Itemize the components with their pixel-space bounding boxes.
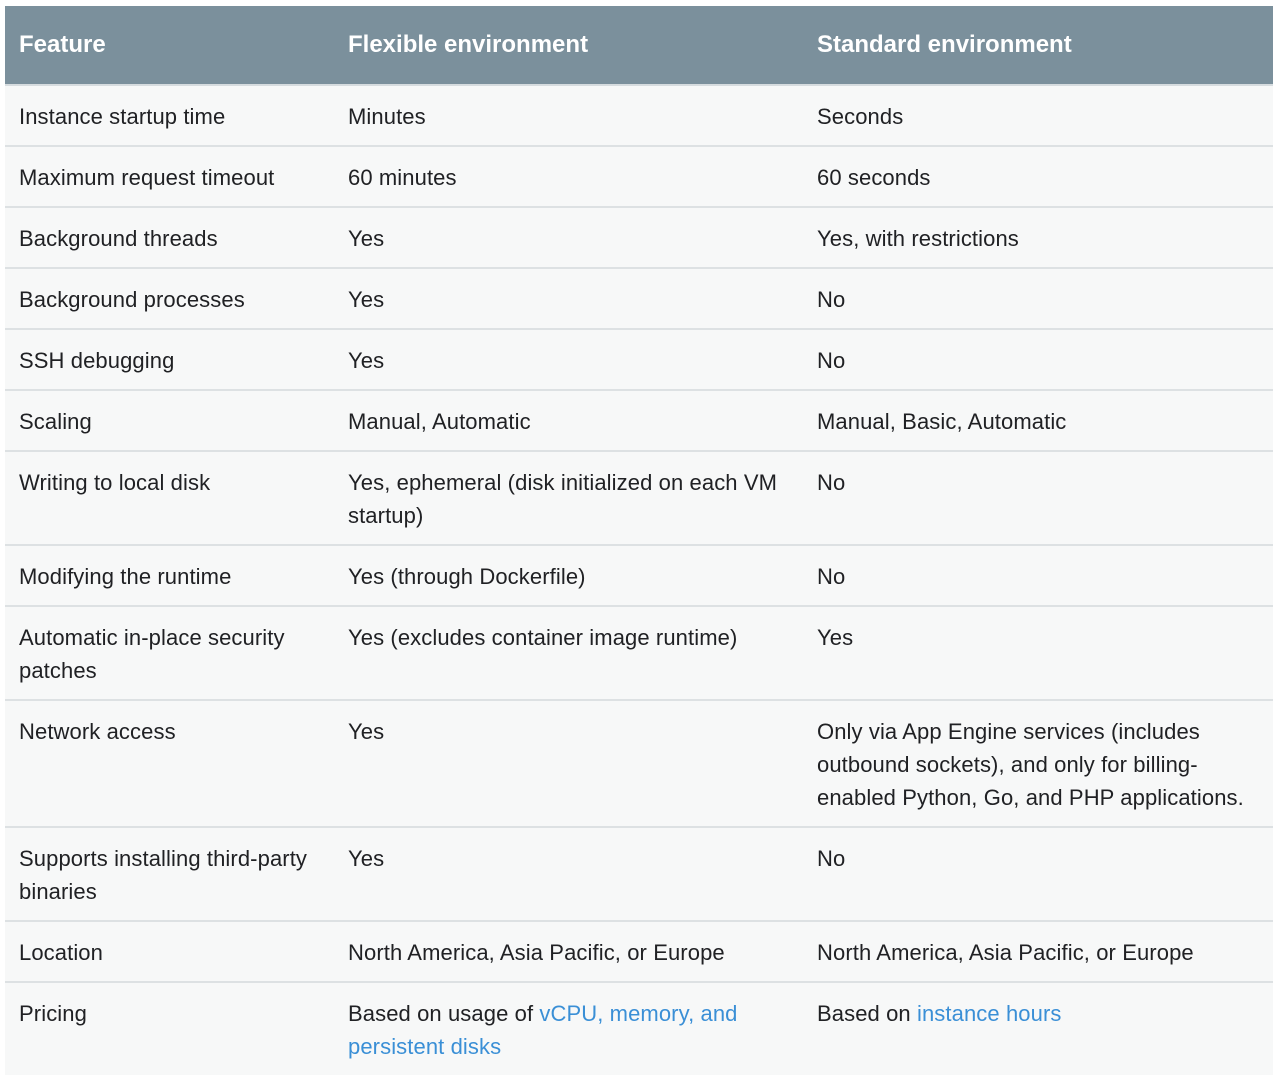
cell-flexible: Yes <box>334 329 803 390</box>
table-row <box>5 827 1273 921</box>
header-feature: Feature <box>5 6 334 85</box>
table-row <box>5 146 1273 207</box>
cell-standard: 60 seconds <box>803 146 1273 207</box>
cell-feature: Location <box>5 921 334 982</box>
cell-standard: North America, Asia Pacific, or Europe <box>803 921 1273 982</box>
cell-standard: No <box>803 545 1273 606</box>
cell-feature: Supports installing third-party binaries <box>5 827 334 921</box>
table-row <box>5 982 1273 1075</box>
cell-feature: Automatic in-place security patches <box>5 606 334 700</box>
cell-feature: Background threads <box>5 207 334 268</box>
cell-feature: Background processes <box>5 268 334 329</box>
table-row <box>5 606 1273 700</box>
table-row <box>5 85 1273 146</box>
header-standard-environment: Standard environment <box>803 6 1273 85</box>
cell-standard: No <box>803 268 1273 329</box>
cell-flexible: Yes <box>334 700 803 827</box>
cell-feature: Modifying the runtime <box>5 545 334 606</box>
table-row <box>5 700 1273 827</box>
cell-standard: Yes <box>803 606 1273 700</box>
header-row <box>5 6 1273 85</box>
cell-feature: Writing to local disk <box>5 451 334 545</box>
table-body <box>5 85 1273 1075</box>
cell-flexible: North America, Asia Pacific, or Europe <box>334 921 803 982</box>
table-row <box>5 921 1273 982</box>
cell-standard: Seconds <box>803 85 1273 146</box>
table-row <box>5 451 1273 545</box>
table-row <box>5 390 1273 451</box>
table-header <box>5 6 1273 85</box>
cell-flexible <box>334 982 803 1075</box>
cell-flexible: Manual, Automatic <box>334 390 803 451</box>
table-row <box>5 268 1273 329</box>
cell-standard: Manual, Basic, Automatic <box>803 390 1273 451</box>
cell-flexible: Yes <box>334 268 803 329</box>
vcpu-memory-disks-link[interactable]: vCPU, memory, and persistent disks <box>348 1001 738 1059</box>
cell-feature: Scaling <box>5 390 334 451</box>
cell-feature: Instance startup time <box>5 85 334 146</box>
cell-feature: SSH debugging <box>5 329 334 390</box>
table-row <box>5 545 1273 606</box>
pricing-standard-prefix: Based on <box>817 1001 917 1026</box>
cell-feature: Network access <box>5 700 334 827</box>
cell-feature: Pricing <box>19 1001 87 1026</box>
cell-flexible: Yes (excludes container image runtime) <box>334 606 803 700</box>
cell-standard: Only via App Engine services (includes outbound sockets), and only for billing-enabled Python, Go, and PHP applications. <box>803 700 1273 827</box>
cell-flexible: Yes <box>334 207 803 268</box>
cell-flexible: Yes, ephemeral (disk initialized on each VM startup) <box>334 451 803 545</box>
pricing-flexible-prefix: Based on usage of <box>348 1001 540 1026</box>
instance-hours-link[interactable]: instance hours <box>916 1001 1062 1026</box>
cell-standard: No <box>803 451 1273 545</box>
cell-flexible: Yes <box>334 827 803 921</box>
table-row <box>5 329 1273 390</box>
cell-flexible: 60 minutes <box>334 146 803 207</box>
cell-standard: No <box>803 329 1273 390</box>
table-row <box>5 207 1273 268</box>
cell-standard <box>803 982 1273 1075</box>
comparison-table-container <box>5 6 1273 1075</box>
environment-comparison-table <box>5 6 1273 1075</box>
cell-feature: Maximum request timeout <box>5 146 334 207</box>
cell-standard: No <box>803 827 1273 921</box>
header-flexible-environment: Flexible environment <box>334 6 803 85</box>
cell-flexible: Yes (through Dockerfile) <box>334 545 803 606</box>
cell-flexible: Minutes <box>334 85 803 146</box>
cell-standard: Yes, with restrictions <box>803 207 1273 268</box>
